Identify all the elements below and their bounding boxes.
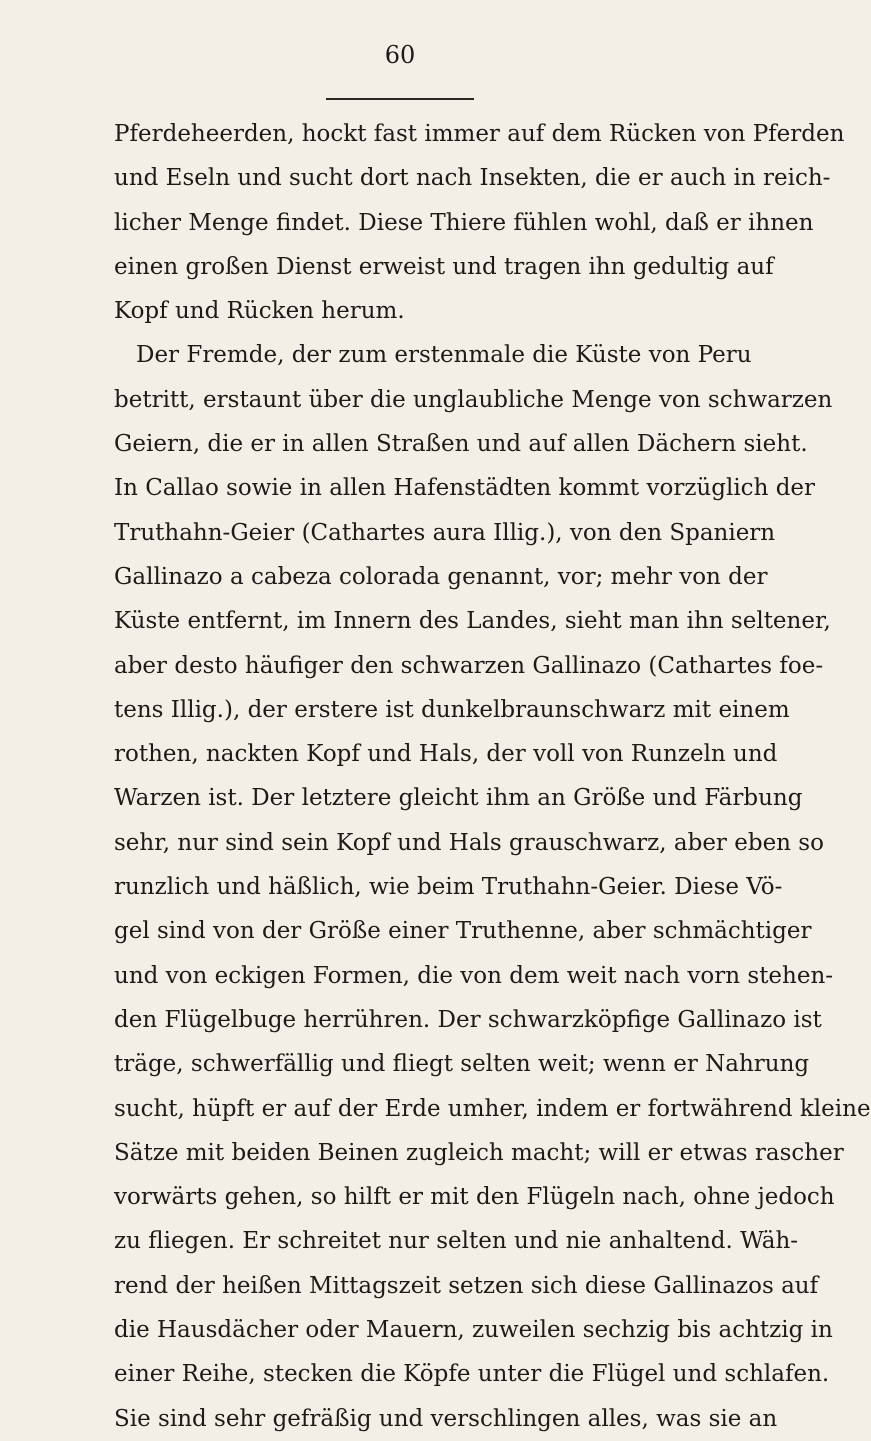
text-line: In Callao sowie in allen Hafenstädten kommt vorzüglich der: [114, 475, 816, 502]
text-line: Warzen ist. Der letztere gleicht ihm an Größe und Färbung: [114, 785, 803, 812]
text-line: Gallinazo a cabeza colorada genannt, vor; mehr von der: [114, 563, 768, 590]
text-line: Küste entfernt, im Innern des Landes, sieht man ihn seltener,: [114, 608, 831, 635]
text-line: und Eseln und sucht dort nach Insekten, die er auch in reich-: [114, 165, 831, 192]
text-line: runzlich und häßlich, wie beim Truthahn-Geier. Diese Vö-: [114, 874, 783, 901]
page-number: 60: [384, 41, 416, 69]
text-line: Der Fremde, der zum erstenmale die Küste von Peru: [136, 342, 752, 369]
text-line: aber desto häufiger den schwarzen Gallinazo (Cathartes foe-: [114, 652, 824, 679]
text-line: zu fliegen. Er schreitet nur selten und nie anhaltend. Wäh-: [114, 1228, 799, 1255]
text-line: Sätze mit beiden Beinen zugleich macht; will er etwas rascher: [114, 1139, 844, 1166]
header-rule: [326, 98, 474, 100]
text-line: Geiern, die er in allen Straßen und auf allen Dächern sieht.: [114, 431, 808, 458]
text-line: Sie sind sehr gefräßig und verschlingen alles, was sie an: [114, 1405, 778, 1432]
text-line: rothen, nackten Kopf und Hals, der voll von Runzeln und: [114, 741, 778, 768]
text-line: träge, schwerfällig und fliegt selten weit; wenn er Nahrung: [114, 1051, 810, 1078]
text-line: und von eckigen Formen, die von dem weit nach vorn stehen-: [114, 962, 834, 989]
text-line: den Flügelbuge herrühren. Der schwarzköpfige Gallinazo ist: [114, 1006, 822, 1033]
text-line: gel sind von der Größe einer Truthenne, aber schmächtiger: [114, 918, 812, 945]
text-line: die Hausdächer oder Mauern, zuweilen sechzig bis achtzig in: [114, 1317, 833, 1344]
text-line: sucht, hüpft er auf der Erde umher, indem er fortwährend kleine: [114, 1095, 871, 1122]
text-line: einen großen Dienst erweist und tragen ihn gedultig auf: [114, 253, 774, 280]
text-line: Pferdeheerden, hockt fast immer auf dem Rücken von Pferden: [114, 121, 845, 147]
text-line: licher Menge findet. Diese Thiere fühlen wohl, daß er ihnen: [114, 209, 814, 236]
text-line: Kopf und Rücken herum.: [114, 298, 405, 325]
text-line: vorwärts gehen, so hilft er mit den Flügeln nach, ohne jedoch: [114, 1184, 835, 1211]
text-line: tens Illig.), der erstere ist dunkelbraunschwarz mit einem: [114, 696, 790, 723]
text-line: Truthahn-Geier (Cathartes aura Illig.), von den Spaniern: [114, 519, 776, 546]
text-line: einer Reihe, stecken die Köpfe unter die Flügel und schlafen.: [114, 1361, 830, 1388]
text-line: sehr, nur sind sein Kopf und Hals grauschwarz, aber eben so: [114, 829, 824, 856]
body-text: [114, 112, 871, 1441]
text-line: rend der heißen Mittagszeit setzen sich diese Gallinazos auf: [114, 1272, 819, 1299]
text-line: betritt, erstaunt über die unglaubliche Menge von schwarzen: [114, 386, 833, 413]
